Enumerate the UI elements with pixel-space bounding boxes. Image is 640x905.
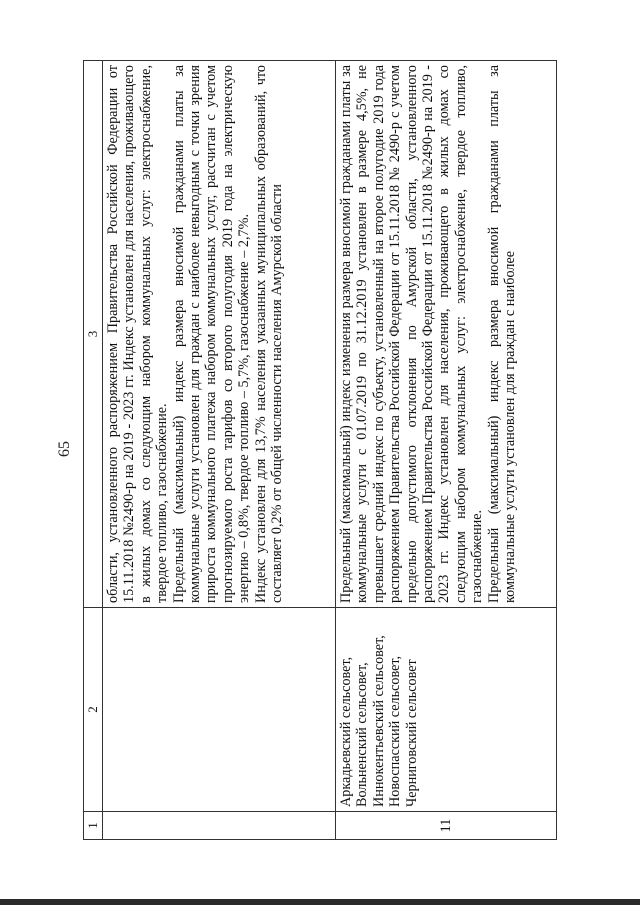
row-subjects [103, 608, 336, 812]
column-header-1: 1 [84, 812, 103, 840]
paragraph: Индекс установлен для 13,7% населения указанных муниципальных образований, что составляет 0,2% от общей численности населения Амурской области [252, 65, 286, 603]
paragraph: Предельный (максимальный) индекс размера вносимой гражданами платы за коммунальные услуги установлен для граждан с наиболее невыгодным с точки зрения прироста коммунального платежа набором коммунальных услуг, рассчитан с учетом прогнозируемого роста тарифов со второго полугодия 2019 года на электрическую энергию – 0,8%, твердое топливо – 5,7%, газоснабжение – 2,7%. [170, 65, 253, 603]
page-number: 65 [56, 441, 73, 457]
table-header-row [84, 61, 103, 840]
row-description [336, 61, 557, 608]
paragraph: области, установленного распоряжением Правительства Российской Федерации от 15.11.2018 №2490-р на 2019 - 2023 гг. Индекс установлен для населения, проживающего в жилых домах со следующим набором коммунальных услуг: электроснабжение, твердое топливо, газоснабжение. [105, 65, 171, 603]
row-number [103, 812, 336, 840]
column-header-2: 2 [84, 608, 103, 812]
row-description [103, 61, 336, 608]
table-row [103, 61, 336, 840]
scan-bottom-edge [0, 899, 640, 905]
row-number: 11 [336, 812, 557, 840]
paragraph: Предельный (максимальный) индекс изменения размера вносимой гражданами платы за коммунальные услуги с 01.07.2019 по 31.12.2019 установлен в размере 4,5%, не превышает средний индекс по субъекту, установленный на второе полугодие 2019 года распоряжением Правительства Российской Федерации от 15.11.2018 № 2490-р с учетом предельно допустимого отклонения по Амурской области, установленного распоряжением Правительства Российской Федерации от 15.11.2018 №2490-р на 2019 - 2023 гг. Индекс установлен для населения, проживающего в жилых домах со следующим набором коммунальных услуг: электроснабжение, твердое топливо, газоснабжение. [338, 65, 486, 603]
table-row [336, 61, 557, 840]
row-subjects: Аркадьевский сельсовет, Вольненский сельсовет, Иннокентьевский сельсовет, Новоспасский сельсовет, Черниговский сельсовет [336, 608, 557, 812]
rotated-table-container [83, 60, 557, 840]
paragraph: Предельный (максимальный) индекс размера вносимой гражданами платы за коммунальные услуги установлен для граждан с наиболее [485, 65, 519, 603]
column-header-3: 3 [84, 61, 103, 608]
regulation-table [83, 60, 557, 840]
